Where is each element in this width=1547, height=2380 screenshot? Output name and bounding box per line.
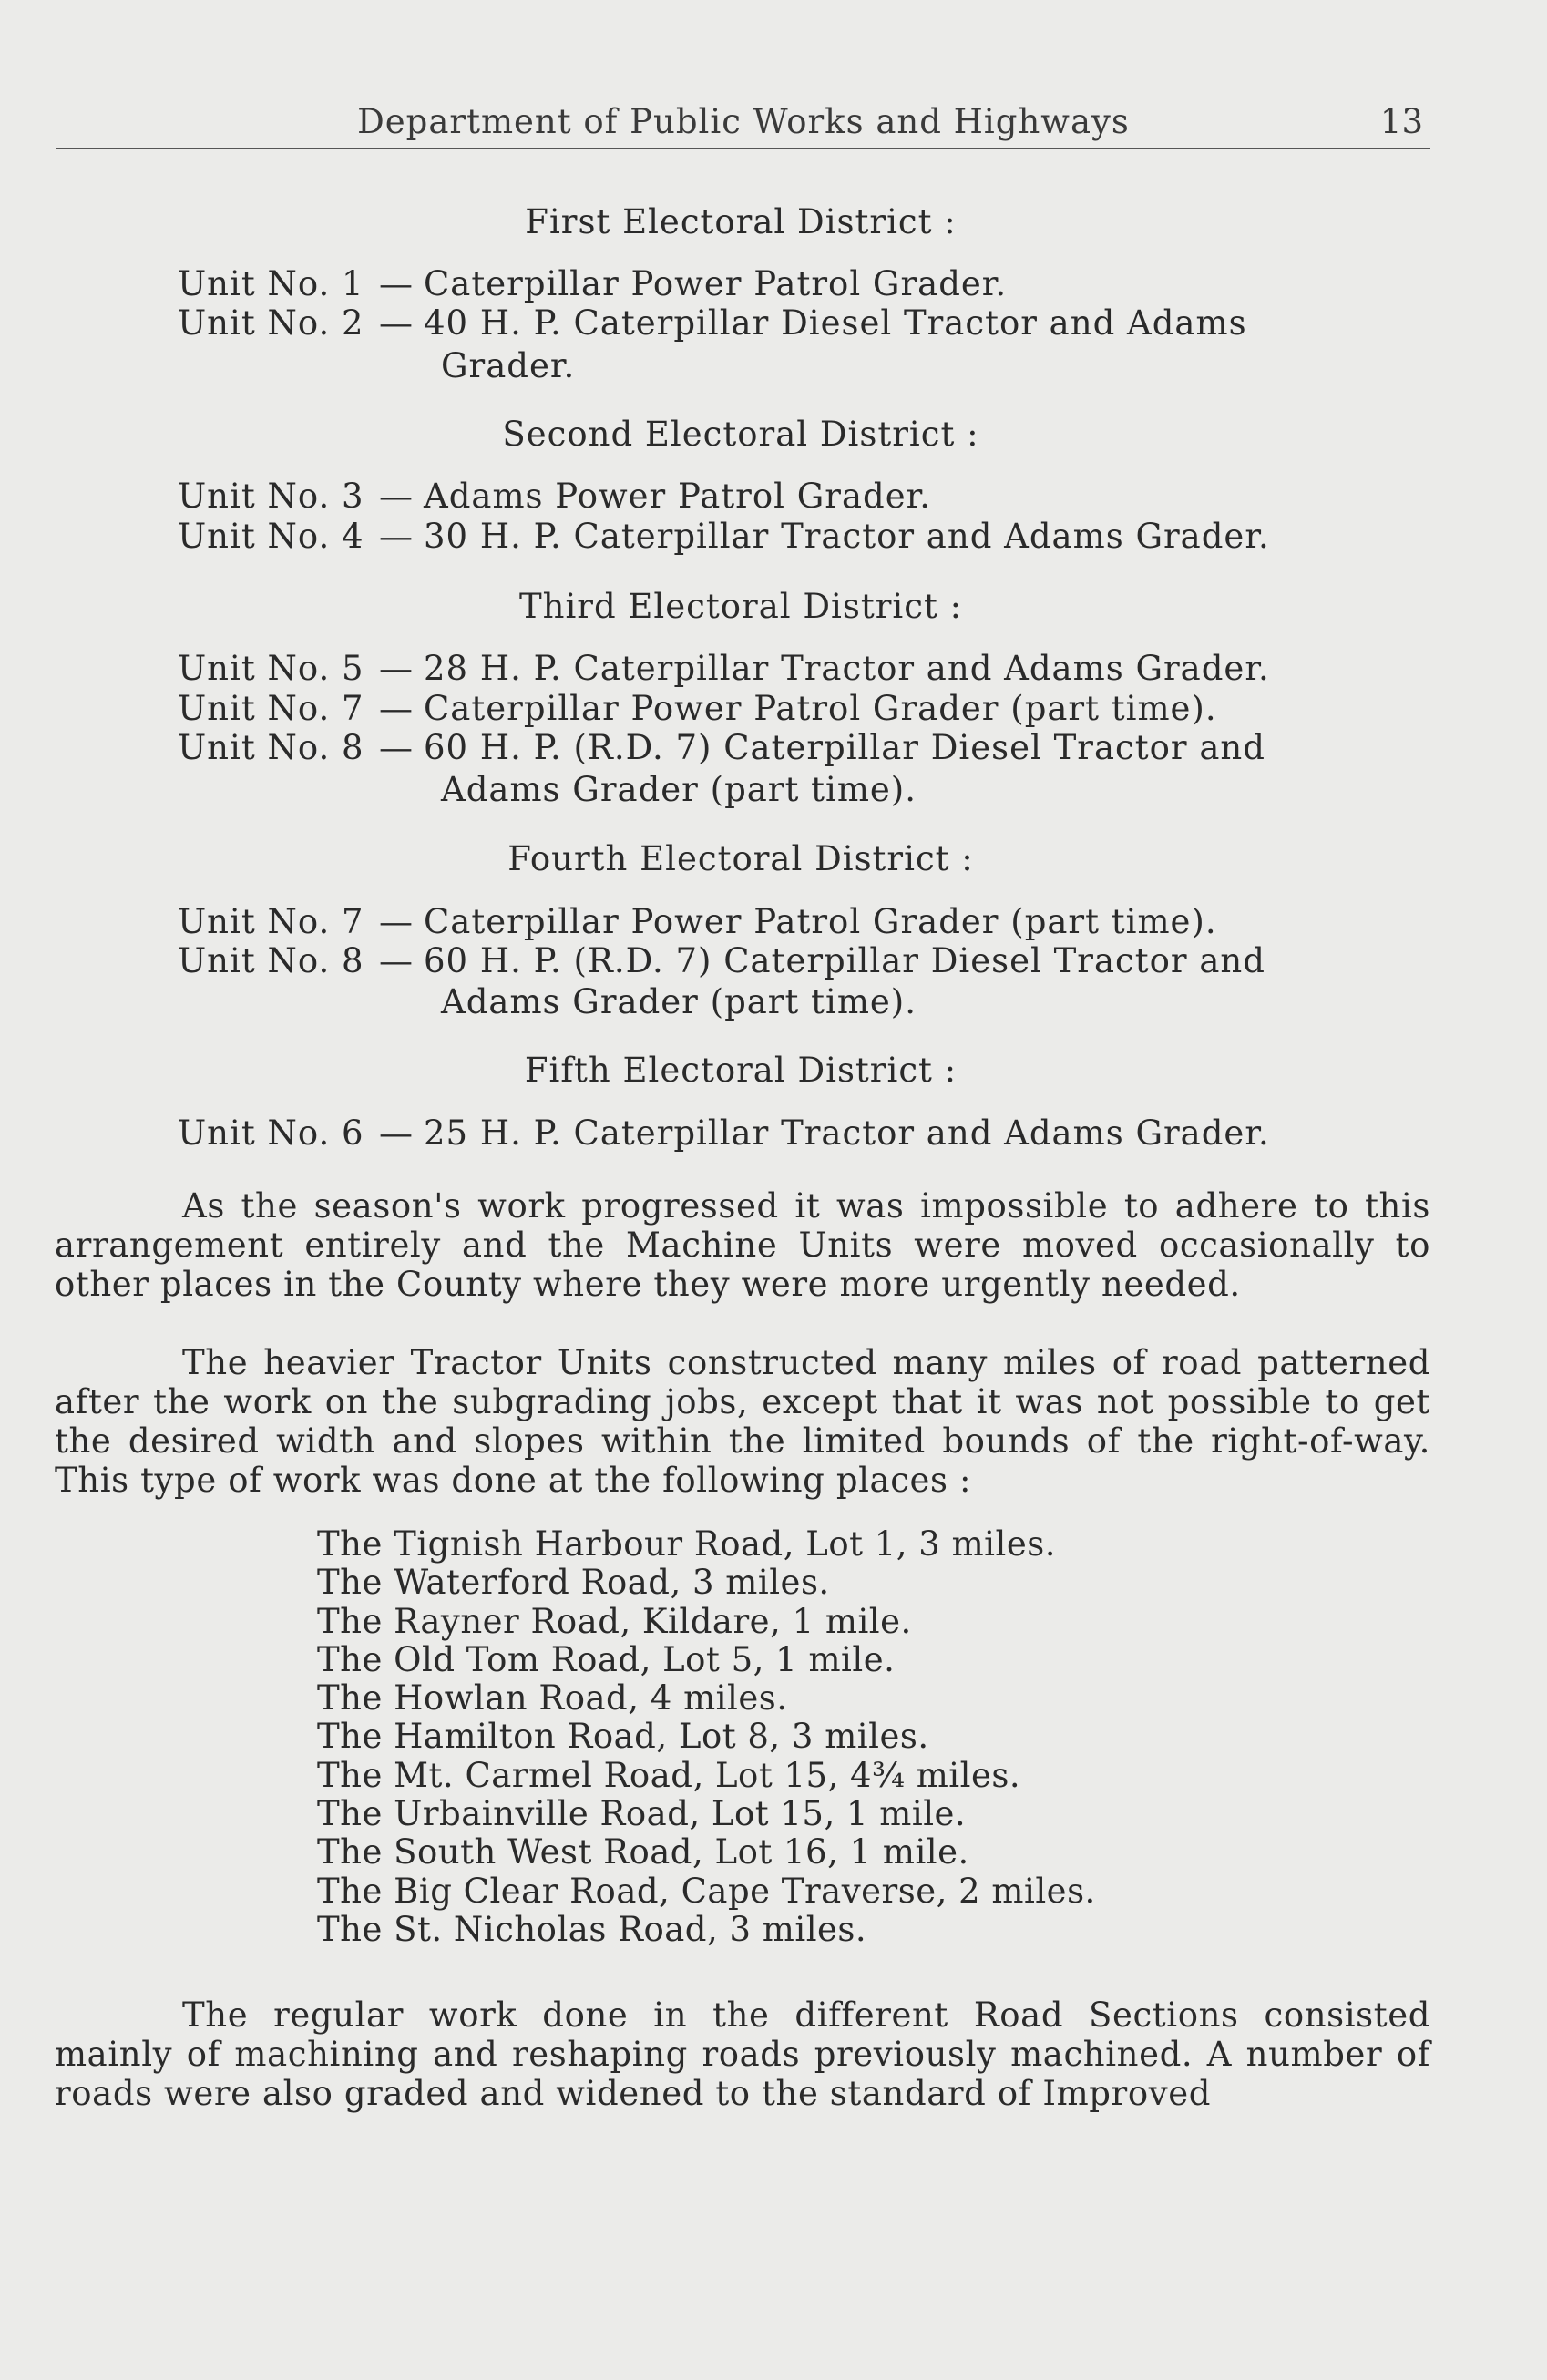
road-list-item: The Old Tom Road, Lot 5, 1 mile. [317,1639,896,1679]
unit-text: 60 H. P. (R.D. 7) Caterpillar Diesel Tractor and [424,941,1265,980]
unit-dash: — [379,303,414,343]
unit-line [178,941,1265,980]
unit-dash: — [379,941,414,980]
unit-label: Unit No. 7 [178,689,364,728]
unit-label: Unit No. 2 [178,303,364,343]
header-title: Department of Public Works and Highways [357,102,1130,141]
unit-text: 28 H. P. Caterpillar Tractor and Adams Grader. [424,649,1270,688]
unit-text-continuation: Adams Grader (part time). [441,982,917,1021]
unit-line [178,902,1217,941]
unit-dash: — [379,477,414,516]
unit-line [178,1113,1270,1153]
unit-dash: — [379,689,414,728]
district-heading-fifth: Fifth Electoral District : [524,1051,958,1090]
unit-dash: — [379,1113,414,1153]
unit-text: 40 H. P. Caterpillar Diesel Tractor and Adams [424,303,1247,343]
district-heading-second: Second Electoral District : [502,415,979,454]
road-list [317,1525,1096,1949]
unit-text: Caterpillar Power Patrol Grader. [424,264,1008,303]
road-list-item: The Rayner Road, Kildare, 1 mile. [317,1601,912,1641]
unit-text: 30 H. P. Caterpillar Tractor and Adams Grader. [424,517,1270,556]
unit-dash: — [379,264,414,303]
running-header [56,102,1430,149]
unit-line [178,649,1270,688]
road-list-item: The Big Clear Road, Cape Traverse, 2 miles. [317,1871,1096,1911]
unit-dash: — [379,902,414,941]
road-list-item: The Mt. Carmel Road, Lot 15, 4¾ miles. [317,1755,1021,1795]
district-heading-fourth: Fourth Electoral District : [507,839,974,878]
unit-line [178,689,1217,728]
page-number: 13 [1379,102,1423,141]
unit-label: Unit No. 8 [178,941,364,980]
paragraph-regular-work: The regular work done in the different Road Sections consisted mainly of machining and reshaping roads previously machined. A number of roads were also graded and widened to the standard of Improved [55,1995,1430,2113]
unit-line [178,303,1247,343]
district-heading-first: First Electoral District : [525,202,957,241]
unit-text-continuation: Adams Grader (part time). [441,770,917,809]
unit-line [178,264,1007,303]
unit-label: Unit No. 4 [178,517,364,556]
unit-text: 60 H. P. (R.D. 7) Caterpillar Diesel Tractor and [424,728,1265,767]
road-list-item: The Waterford Road, 3 miles. [317,1563,830,1603]
road-list-item: The Howlan Road, 4 miles. [317,1678,788,1718]
district-heading-third: Third Electoral District : [518,587,963,626]
road-list-item: The Hamilton Road, Lot 8, 3 miles. [317,1717,929,1757]
unit-line [178,517,1270,556]
paragraph-tractor-units: The heavier Tractor Units constructed many miles of road patterned after the work on the subgrading jobs, except that it was not possible to get the desired width and slopes within the limited bounds of the right-of-way. This type of work was done at the following places : [55,1343,1430,1500]
unit-text: Caterpillar Power Patrol Grader (part time). [424,689,1217,728]
unit-dash: — [379,728,414,767]
unit-label: Unit No. 6 [178,1113,364,1153]
road-list-item: The Urbainville Road, Lot 15, 1 mile. [317,1794,967,1834]
unit-label: Unit No. 7 [178,902,364,941]
unit-label: Unit No. 5 [178,649,364,688]
road-list-item: The South West Road, Lot 16, 1 mile. [317,1832,969,1872]
unit-dash: — [379,517,414,556]
road-list-item: The St. Nicholas Road, 3 miles. [317,1909,867,1949]
paragraph-season-work: As the season's work progressed it was impossible to adhere to this arrangement entirely and the Machine Units were moved occasionally to other places in the County where they were more urgently needed. [55,1186,1430,1304]
road-list-item: The Tignish Harbour Road, Lot 1, 3 miles. [317,1524,1056,1564]
unit-line [178,728,1265,767]
unit-label: Unit No. 8 [178,728,364,767]
unit-text-continuation: Grader. [441,346,576,385]
unit-line [178,477,931,516]
unit-dash: — [379,649,414,688]
unit-text: Caterpillar Power Patrol Grader (part time). [424,902,1217,941]
unit-label: Unit No. 1 [178,264,364,303]
unit-label: Unit No. 3 [178,477,364,516]
unit-text: 25 H. P. Caterpillar Tractor and Adams Grader. [424,1113,1270,1153]
unit-text: Adams Power Patrol Grader. [424,477,931,516]
